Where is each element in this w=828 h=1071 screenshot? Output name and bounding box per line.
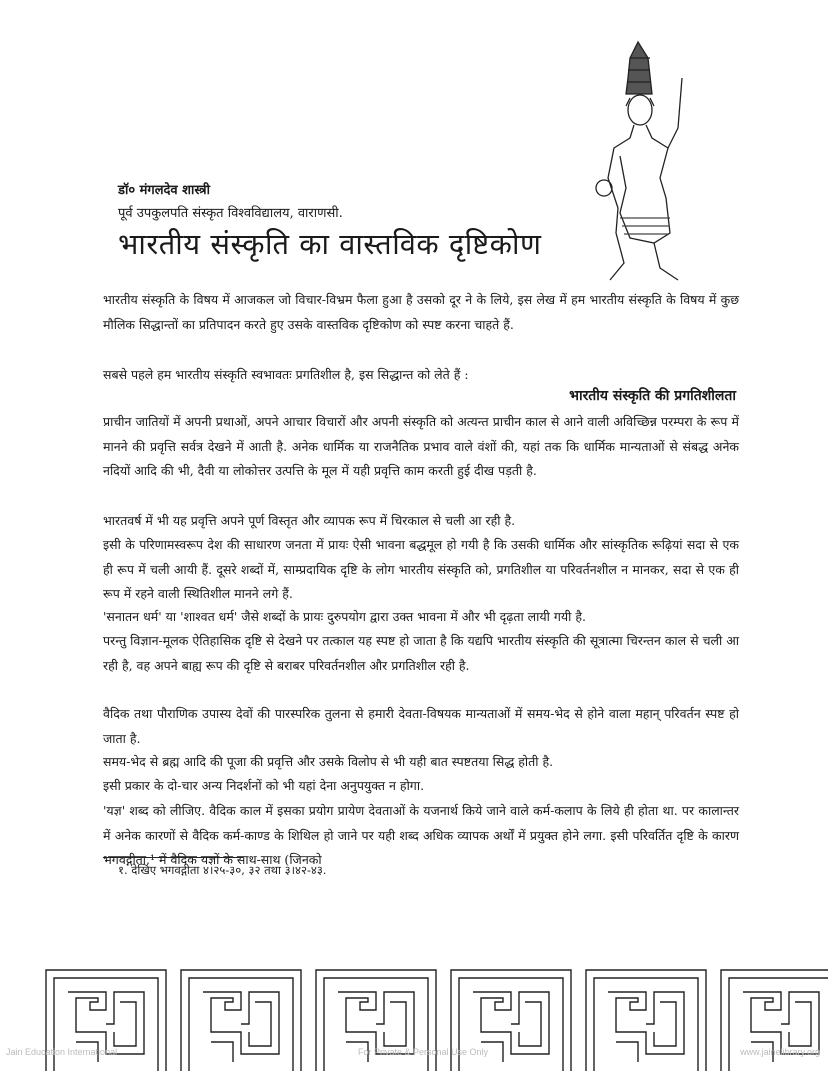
body-paragraph: 'यज्ञ' शब्द को लीजिए. वैदिक काल में इसका प्रयोग प्रायेण देवताओं के यजनार्थ किये जाने वाले कर्म-कलाप के लिये ही होता था. पर कालान्तर में अनेक कारणों से वैदिक कर्म-काण्ड के शिथिल हो जाने पर यही शब्द अधिक व्यापक अर्थों में प्रयुक्त होने लगा. इसी परिवर्तित दृष्टि के कारण भगवद्गीता,¹ में वैदिक यज्ञों के साथ-साथ (जिनको: [103, 803, 739, 867]
body-paragraph: इसी के परिणामस्वरूप देश की साधारण जनता में प्रायः ऐसी भावना बद्धमूल हो गयी है कि उसकी धार्मिक और सांस्कृतिक रूढ़ियां सदा से एक ही रूप में चली आयी हैं. दूसरे शब्दों में, साम्प्रदायिक दृष्टि के लोग भारतीय संस्कृति को, प्रगतिशील या परिवर्तनशील न मानकर, सदा से एक ही रूप में रहने वाली स्थितिशील मानने लगे हैं.: [103, 537, 739, 601]
footnote-divider: [103, 857, 243, 858]
intro-paragraph: भारतीय संस्कृति के विषय में आजकल जो विचार-विभ्रम फैला हुआ है उसको दूर ने के लिये, इस लेख में हम भारतीय संस्कृति के विषय में कुछ मौलिक सिद्धान्तों का प्रतिपादन करते हुए उसके वास्तविक दृष्टिकोण को स्पष्ट करना चाहते हैं.: [103, 292, 739, 332]
body-paragraph: समय-भेद से ब्रह्म आदि की पूजा की प्रवृत्ति और उसके विलोप से भी यही बात स्पष्टतया सिद्ध होती है.: [103, 754, 554, 769]
watermark-center: For Private & Personal Use Only: [358, 1047, 489, 1057]
author-affiliation: पूर्व उपकुलपति संस्कृत विश्वविद्यालय, वाराणसी.: [118, 206, 343, 221]
deity-illustration: [590, 38, 695, 283]
article-title: भारतीय संस्कृति का वास्तविक दृष्टिकोण: [118, 227, 542, 261]
author-name: डॉ० मंगलदेव शास्त्री: [118, 183, 210, 198]
footnote: १. देखिए भगवद्गीता ४।२५-३०, ३२ तथा ३।४२-४३.: [118, 863, 327, 877]
body-paragraph: 'सनातन धर्म' या 'शाश्वत धर्म' जैसे शब्दों के प्रायः दुरुपयोग द्वारा उक्त भावना में और भी दृढ़ता लायी गयी है.: [103, 609, 586, 624]
body-paragraph: भारतवर्ष में भी यह प्रवृत्ति अपने पूर्ण विस्तृत और व्यापक रूप में चिरकाल से चली आ रही है.: [103, 513, 516, 528]
body-paragraph: इसी प्रकार के दो-चार अन्य निदर्शनों को भी यहां देना अनुपयुक्त न होगा.: [103, 778, 425, 793]
body-paragraph: प्राचीन जातियों में अपनी प्रथाओं, अपने आचार विचारों और अपनी संस्कृति को अत्यन्त प्राचीन काल से आने वाली अविच्छिन्न परम्परा के रूप में मानने की प्रवृत्ति सर्वत्र देखने में आती है. अनेक धार्मिक या राजनैतिक प्रभाव वाले वंशों की, यहां तक कि धार्मिक मान्यताओं से संबद्ध अनेक नदियों आदि की भी, दैवी या लोकोत्तर उत्पत्ति के मूल में यही प्रवृत्ति काम करती हुई दीख पड़ती है.: [103, 414, 739, 478]
intro-paragraph: सबसे पहले हम भारतीय संस्कृति स्वभावतः प्रगतिशील है, इस सिद्धान्त को लेते हैं :: [103, 367, 469, 382]
body-paragraph: परन्तु विज्ञान-मूलक ऐतिहासिक दृष्टि से देखने पर तत्काल यह स्पष्ट हो जाता है कि यद्यपि भारतीय संस्कृति की सूत्रात्मा चिरन्तन काल से चली आ रही है, वह अपने बाह्य रूप की दृष्टि से बराबर परिवर्तनशील और प्रगतिशील रही है.: [103, 633, 739, 673]
watermark-right: www.jainelibrary.org: [740, 1047, 820, 1057]
watermark-left: Jain Education International: [6, 1047, 118, 1057]
body-paragraph: वैदिक तथा पौराणिक उपास्य देवों की पारस्परिक तुलना से हमारी देवता-विषयक मान्यताओं में समय-भेद से होने वाला महान् परिवर्तन स्पष्ट हो जाता है.: [103, 706, 739, 746]
section-heading: भारतीय संस्कृति की प्रगतिशीलता: [569, 388, 736, 404]
